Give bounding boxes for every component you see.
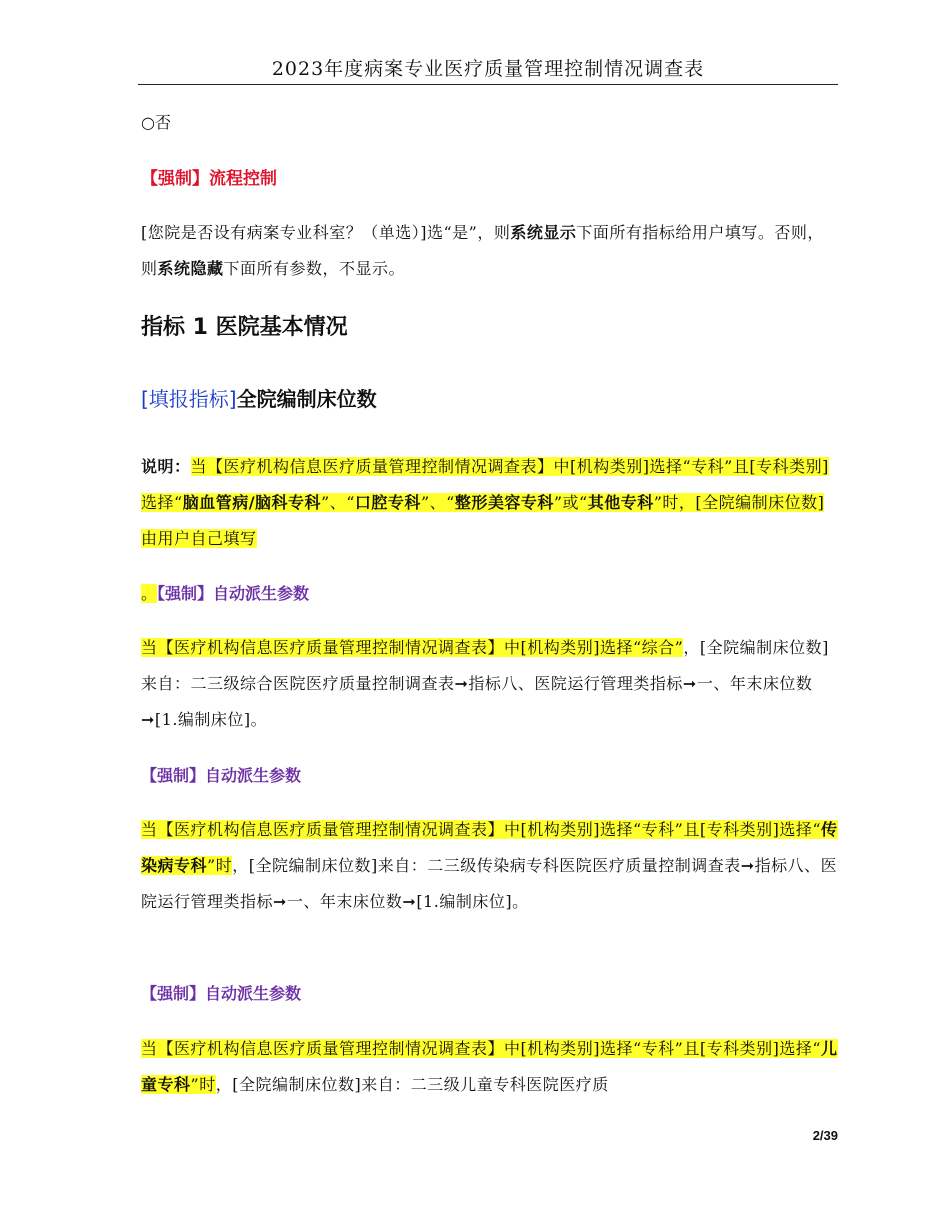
option-no: ○否: [141, 113, 171, 132]
note-paragraph: [141, 449, 838, 557]
field-tag: [填报指标]: [141, 387, 237, 411]
rule2-bold: 传染病专科: [141, 820, 838, 875]
rule-3: [141, 1031, 838, 1103]
note-label: 说明：: [141, 457, 191, 476]
note-text-5: ”时，[全院编制床位数]由用户自己填写: [141, 493, 825, 548]
rule3-bold: 儿童专科: [141, 1039, 838, 1094]
derive-tag-2: 【强制】自动派生参数: [141, 766, 302, 785]
rule1-highlight: 当【医疗机构信息医疗质量管理控制情况调查表】中[机构类别]选择“综合”: [141, 638, 684, 657]
note-bold-4: 其他专科: [587, 493, 654, 512]
flow-text-3: 下面所有参数，不显示。: [223, 259, 406, 278]
indicator-heading: 指标 1 医院基本情况: [141, 315, 348, 340]
note-period: 。: [141, 584, 158, 603]
page-header: 2023年度病案专业医疗质量管理控制情况调查表: [138, 54, 838, 85]
note-bold-2: 口腔专科: [354, 493, 421, 512]
rule2-highlight-2: ”时: [207, 856, 233, 875]
rule3-rest: ，[全院编制床位数]来自：二三级儿童专科医院医疗质: [215, 1075, 609, 1094]
derive-line-1: [141, 576, 838, 612]
note-text-4: ”或“: [553, 493, 588, 512]
note-text-2: ”、“: [321, 493, 355, 512]
flow-bold-1: 系统显示: [510, 223, 577, 242]
rule2-rest: ，[全院编制床位数]来自：二三级传染病专科医院医疗质量控制调查表➞指标八、医院运行管理类指标➞一、年末床位数➞[1.编制床位]。: [141, 856, 838, 911]
note-text-3: ”、“: [420, 493, 455, 512]
page-number: 2/39: [812, 1128, 838, 1143]
rule2-highlight-1: 当【医疗机构信息医疗质量管理控制情况调查表】中[机构类别]选择“专科”且[专科类别]选择“: [141, 820, 822, 839]
derive-tag-1: 【强制】自动派生参数: [157, 584, 310, 603]
flow-control-text: [141, 215, 838, 287]
flow-text-2: 下面所有指标给用户填写。否则，则: [141, 223, 824, 278]
note-text-1: 当【医疗机构信息医疗质量管理控制情况调查表】中[机构类别]选择“专科”且[专科类别]选择“: [141, 457, 829, 512]
note-bold-3: 整形美容专科: [454, 493, 554, 512]
rule1-rest: ，[全院编制床位数]来自：二三级综合医院医疗质量控制调查表➞指标八、医院运行管理类指标➞一、年末床位数➞[1.编制床位]。: [141, 638, 829, 729]
flow-text-1: [您院是否设有病案专业科室？（单选）]选“是”，则: [141, 223, 511, 242]
flow-control-tag: 【强制】流程控制: [141, 169, 277, 189]
derive-tag-3: 【强制】自动派生参数: [141, 984, 302, 1003]
flow-bold-2: 系统隐藏: [157, 259, 224, 278]
rule-2: [141, 812, 838, 920]
note-bold-1: 脑血管病/脑科专科: [182, 493, 322, 512]
rule-1: [141, 630, 838, 738]
rule3-highlight-2: ”时: [190, 1075, 216, 1094]
field-heading: [141, 381, 838, 417]
field-name: 全院编制床位数: [236, 387, 377, 411]
rule3-highlight-1: 当【医疗机构信息医疗质量管理控制情况调查表】中[机构类别]选择“专科”且[专科类别]选择“: [141, 1039, 822, 1058]
